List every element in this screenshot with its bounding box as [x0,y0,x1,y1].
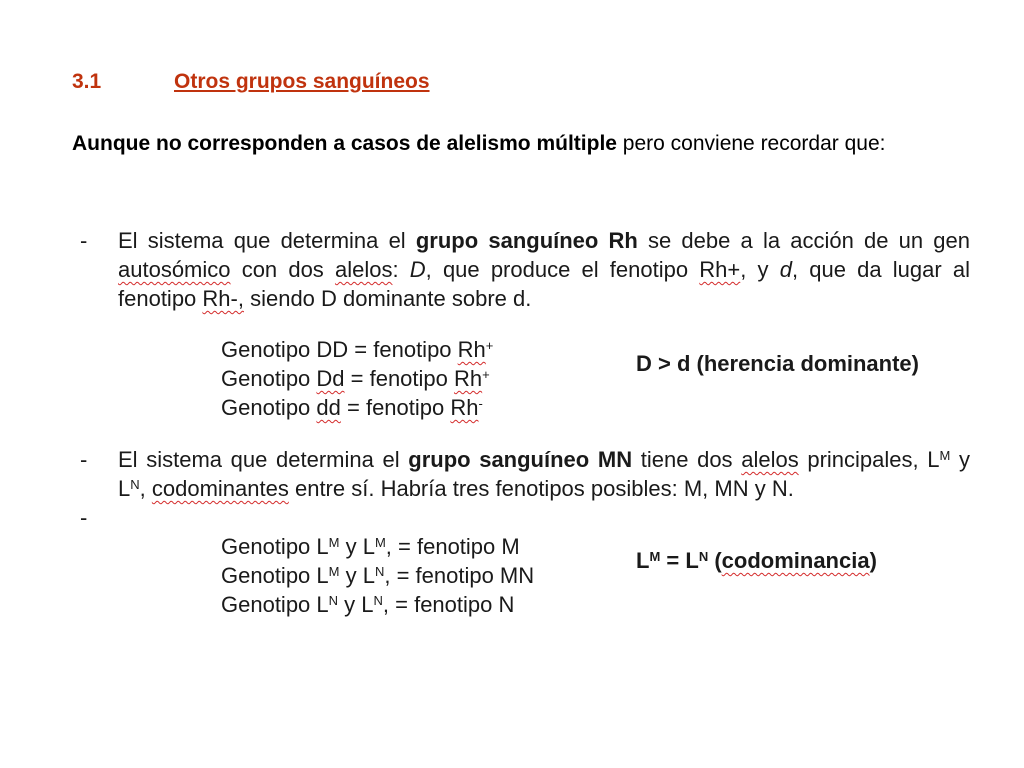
bullet-dash: - [80,505,88,530]
genotype-sup: N [374,564,385,579]
genotype-rh: Rh [454,366,483,391]
mn-genotype-line [221,590,534,619]
genotype-sup: N [373,593,383,608]
rh-text: : [392,257,410,282]
mn-text: y L [118,447,971,501]
note-text: = L [660,548,699,573]
rh-text: , que produce el fenotipo [425,257,700,282]
genotype-sup: + [485,338,494,353]
mn-term-codominantes: codominantes [151,476,289,501]
note-text: ( [708,548,722,573]
rh-term-rhplus: Rh+ [699,257,741,282]
genotype-text: Genotipo [221,395,317,420]
mn-term-alelos: alelos [741,447,799,472]
genotype-text: Genotipo DD = fenotipo [221,337,458,362]
genotype-sup: N [328,593,339,608]
genotype-dd: Dd [316,366,345,391]
section-title: Otros grupos sanguíneos [174,70,430,93]
genotype-text: , = fenotipo MN [384,563,535,588]
note-text: L [636,548,650,573]
genotype-sup: M [328,564,340,579]
genotype-text: , = fenotipo N [382,592,515,617]
intro-paragraph [72,130,978,158]
mn-codominance-note [636,546,877,575]
rh-term-alelos: alelos [334,257,393,282]
mn-empty-bullet [80,503,970,532]
section-heading [72,70,430,94]
mn-text: principales, [798,447,928,472]
genotype-text: y L [339,563,375,588]
rh-bold: grupo sanguíneo Rh [415,228,638,253]
rh-term-rhminus: Rh-, [202,286,244,311]
rh-text: siendo D dominante sobre d. [243,286,532,311]
rh-genotype-line [221,364,493,393]
genotype-text: , = fenotipo M [385,534,520,559]
rh-bullet [80,226,970,313]
rh-genotypes [80,335,970,425]
rh-paragraph [118,226,970,313]
rh-allele-D: D [409,257,426,282]
mn-bold: grupo sanguíneo MN [408,447,633,472]
mn-sup: N [130,477,140,492]
bullet-dash: - [80,228,88,253]
section-number: 3.1 [72,70,102,93]
mn-text: , [139,476,152,501]
genotype-text: Genotipo L [221,592,329,617]
genotype-rh: Rh [457,337,486,362]
genotype-text: Genotipo L [221,563,329,588]
genotype-sup: - [478,396,483,411]
mn-paragraph [118,445,970,503]
note-codominancia: codominancia [721,548,870,573]
mn-sup: M [939,448,951,463]
rh-dominance-note: D > d (herencia dominante) [636,351,919,376]
genotype-text: y L [339,534,375,559]
mn-bullet [80,445,970,503]
genotype-text: = fenotipo [340,395,451,420]
rh-text: con dos [230,257,335,282]
genotype-text: y L [338,592,374,617]
rh-genotype-line [221,335,493,364]
rh-text: , que da lugar al fenotipo [118,257,970,311]
mn-genotype-line [221,561,534,590]
rh-text: se debe a la acción de un gen [637,228,970,253]
note-sup: M [649,549,661,564]
mn-text: L [927,447,940,472]
intro-bold: Aunque no corresponden a casos de alelismo múltiple [72,132,617,155]
mn-text: tiene dos [632,447,742,472]
genotype-text: Genotipo L [221,534,329,559]
intro-rest: pero conviene recordar que: [616,132,886,155]
rh-allele-d: d [779,257,792,282]
genotype-text: Genotipo [221,366,317,391]
bullet-dash: - [80,447,88,472]
mn-genotype-line [221,532,534,561]
genotype-text: = fenotipo [344,366,455,391]
rh-genotype-line [221,393,493,422]
genotype-dd: dd [316,395,341,420]
rh-text: El sistema que determina el [118,228,416,253]
rh-text: , y [740,257,780,282]
genotype-sup: M [328,535,340,550]
mn-text: El sistema que determina el [118,447,409,472]
genotype-sup: M [374,535,386,550]
embedded-slide-text [80,226,970,622]
note-sup: N [698,549,709,564]
mn-text: entre sí. Habría tres fenotipos posibles: M, MN y N. [288,476,794,501]
mn-genotypes [80,532,970,622]
note-text: ) [869,548,877,573]
genotype-sup: + [482,367,490,382]
rh-term-autosomico: autosómico [118,257,231,282]
genotype-rh: Rh [450,395,479,420]
